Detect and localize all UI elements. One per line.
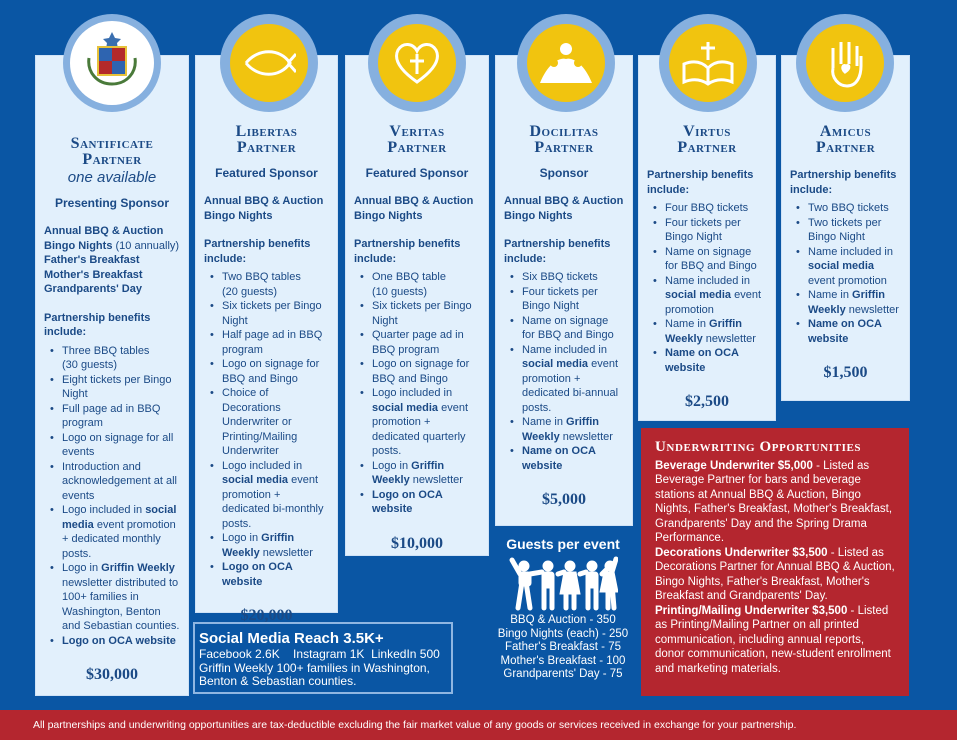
footer-disclaimer: All partnerships and underwriting opportunities are tax-deductible excluding the fair market value of any goods or services received in exchange for your partnership. xyxy=(0,710,957,740)
event-name: Annual BBQ & Auction xyxy=(44,225,164,237)
event-name: Bingo Nights xyxy=(354,209,423,222)
benefit-item: • Name included in social media event promotion xyxy=(790,245,901,289)
events-list xyxy=(44,224,180,297)
school-crest-icon xyxy=(63,14,161,112)
social-line-2: Griffin Weekly 100+ families in Washington, Benton & Sebastian counties. xyxy=(199,660,430,688)
sponsor-level: Sponsor xyxy=(539,166,589,180)
benefit-item: • Two tickets per Bingo Night xyxy=(790,216,901,245)
underwriting-item: Decorations Underwriter $3,500 - Listed as Decorations Partner for Annual BBQ & Auction, Bingo Nights, Father's Breakfast, Mother's Breakfast and Grandparents' Day. xyxy=(655,546,895,602)
benefits-heading: Partnership benefits include: xyxy=(504,238,611,265)
tier-card-santificate xyxy=(35,55,189,696)
tier-title: Veritas Partner xyxy=(387,123,447,156)
tier-price: $10,000 xyxy=(391,534,443,552)
benefit-item: • Logo on OCA website xyxy=(354,488,480,517)
event-name: Bingo Nights xyxy=(44,239,113,252)
benefit-item: • Six tickets per Bingo Night xyxy=(354,299,480,328)
benefit-item: • Logo on OCA website xyxy=(204,560,329,589)
benefit-item: • Logo on signage for BBQ and Bingo xyxy=(204,357,329,386)
fish-icon xyxy=(220,14,318,112)
guests-heading: Guests per event xyxy=(506,536,620,552)
underwriting-opportunities xyxy=(641,428,909,696)
sponsor-level: Presenting Sponsor xyxy=(54,196,170,210)
tier-card-docilitas xyxy=(495,55,633,526)
guest-count-line: Father's Breakfast - 75 xyxy=(505,641,621,653)
tier-title: Docilitas Partner xyxy=(529,123,599,156)
tier-card-libertas xyxy=(195,55,338,624)
tier-price: $20,000 xyxy=(240,607,293,624)
benefit-item: • Choice of Decorations Underwriter or Printing/Mailing Underwriter xyxy=(204,386,329,459)
underwriting-heading: Underwriting Opportunities xyxy=(655,439,862,455)
benefit-item: • Name on signage for BBQ and Bingo xyxy=(647,245,767,274)
benefit-item: • Logo included in social media event promotion + dedicated quarterly posts. xyxy=(354,386,480,459)
benefit-item: • Four BBQ tickets xyxy=(647,201,767,216)
benefit-item: • Name on OCA website xyxy=(790,317,901,346)
benefit-item: • Logo in Griffin Weekly newsletter xyxy=(204,531,329,560)
bible-cross-icon xyxy=(659,14,757,112)
family-icon xyxy=(517,14,615,112)
benefits-list xyxy=(790,201,901,346)
benefit-item: • Logo included in social media event promotion + dedicated bi-monthly posts. xyxy=(204,459,329,532)
event-name: Bingo Nights xyxy=(204,209,273,222)
events-list xyxy=(354,194,480,223)
event-name: Bingo Nights xyxy=(504,209,573,222)
benefit-item: • Full page ad in BBQ program xyxy=(44,402,180,431)
heart-cross-icon xyxy=(368,14,466,112)
benefit-item: • Name on OCA website xyxy=(504,444,624,473)
benefits-heading: Partnership benefits include: xyxy=(204,238,311,265)
benefits-list xyxy=(204,270,329,589)
benefits-list xyxy=(44,344,180,649)
tier-price: $2,500 xyxy=(685,393,729,410)
benefit-item: • Name on signage for BBQ and Bingo xyxy=(504,314,624,343)
tier-price: $30,000 xyxy=(86,666,138,683)
benefits-heading: Partnership benefits include: xyxy=(790,169,897,196)
event-name: Grandparents' Day xyxy=(44,283,142,295)
underwriting-item: Printing/Mailing Underwriter $3,500 - Listed as Printing/Mailing Partner on all printed communication, including annual reports, donor communication, new-student enrollment and marketing materials. xyxy=(655,604,891,675)
guest-count-line: Mother's Breakfast - 100 xyxy=(500,654,626,667)
event-name: Annual BBQ & Auction xyxy=(504,195,624,207)
tier-price: $1,500 xyxy=(823,364,868,381)
benefit-item: • Three BBQ tables (30 guests) xyxy=(44,344,180,373)
social-heading: Social Media Reach 3.5K+ xyxy=(199,630,384,647)
events-list xyxy=(504,194,624,223)
availability: one available xyxy=(67,169,157,186)
benefit-item: • Logo included in social media event promotion + dedicated monthly posts. xyxy=(44,503,180,561)
benefit-item: • Logo on signage for BBQ and Bingo xyxy=(354,357,480,386)
benefit-item: • Name in Griffin Weekly newsletter xyxy=(647,317,767,346)
guest-count-line: Bingo Nights (each) - 250 xyxy=(497,627,629,640)
benefit-item: • Name in Griffin Weekly newsletter xyxy=(790,288,901,317)
benefit-item: • Name in Griffin Weekly newsletter xyxy=(504,415,624,444)
benefit-item: • Name included in social media event promotion + dedicated bi-annual posts. xyxy=(504,343,624,416)
benefit-item: • One BBQ table (10 guests) xyxy=(354,270,480,299)
social-line-1: Facebook 2.6K Instagram 1K LinkedIn 500 xyxy=(199,647,440,661)
benefits-heading: Partnership benefits include: xyxy=(44,311,151,338)
benefits-heading: Partnership benefits include: xyxy=(647,169,754,196)
social-media-reach xyxy=(193,622,453,694)
event-name: Annual BBQ & Auction xyxy=(204,195,324,207)
benefits-list xyxy=(647,201,767,375)
people-icon xyxy=(508,556,618,612)
tier-title: Virtus Partner xyxy=(677,123,737,156)
benefits-list xyxy=(354,270,480,517)
benefit-item: • Name included in social media event promotion xyxy=(647,274,767,318)
benefit-item: • Eight tickets per Bingo Night xyxy=(44,373,180,402)
event-name: Father's Breakfast xyxy=(44,254,140,266)
guest-count-line: Grandparents' Day - 75 xyxy=(503,668,623,680)
benefit-item: • Four tickets per Bingo Night xyxy=(504,285,624,314)
benefit-item: • Logo in Griffin Weekly newsletter distributed to 100+ families in Washington, Benton and Sebastian counties. xyxy=(44,561,180,634)
tier-price: $5,000 xyxy=(542,491,586,508)
benefit-item: • Six BBQ tickets xyxy=(504,270,624,285)
tier-title: Santificate Partner xyxy=(70,135,154,168)
tier-title: Libertas Partner xyxy=(235,123,298,156)
benefit-item: • Logo on OCA website xyxy=(44,634,180,649)
guests-per-event xyxy=(488,536,638,682)
benefits-heading: Partnership benefits include: xyxy=(354,238,461,265)
sponsor-level: Featured Sponsor xyxy=(215,166,318,180)
benefit-item: • Name on OCA website xyxy=(647,346,767,375)
benefit-item: • Two BBQ tables (20 guests) xyxy=(204,270,329,299)
tier-card-veritas xyxy=(345,55,489,556)
benefit-item: • Four tickets per Bingo Night xyxy=(647,216,767,245)
benefit-item: • Quarter page ad in BBQ program xyxy=(354,328,480,357)
sponsor-level: Featured Sponsor xyxy=(365,166,469,180)
event-note: (10 annually) xyxy=(112,239,180,252)
tier-title: Amicus Partner xyxy=(815,123,876,156)
event-name: Mother's Breakfast xyxy=(44,268,143,281)
benefit-item: • Six tickets per Bingo Night xyxy=(204,299,329,328)
benefits-list xyxy=(504,270,624,473)
raised-hand-icon xyxy=(796,14,894,112)
benefit-item: • Logo in Griffin Weekly newsletter xyxy=(354,459,480,488)
events-list xyxy=(204,194,329,223)
underwriting-item: Beverage Underwriter $5,000 - Listed as Beverage Partner for bars and beverage stations at Annual BBQ & Auction, Bingo Nights, Father's Breakfast, Mother's Breakfast, Grandparents' Day and the Spring Drama Performance. xyxy=(655,459,893,544)
benefit-item: • Logo on signage for all events xyxy=(44,431,180,460)
guest-count-line: BBQ & Auction - 350 xyxy=(510,614,616,626)
benefit-item: • Introduction and acknowledgement at all events xyxy=(44,460,180,504)
benefit-item: • Half page ad in BBQ program xyxy=(204,328,329,357)
event-name: Annual BBQ & Auction xyxy=(354,195,474,207)
benefit-item: • Two BBQ tickets xyxy=(790,201,901,216)
